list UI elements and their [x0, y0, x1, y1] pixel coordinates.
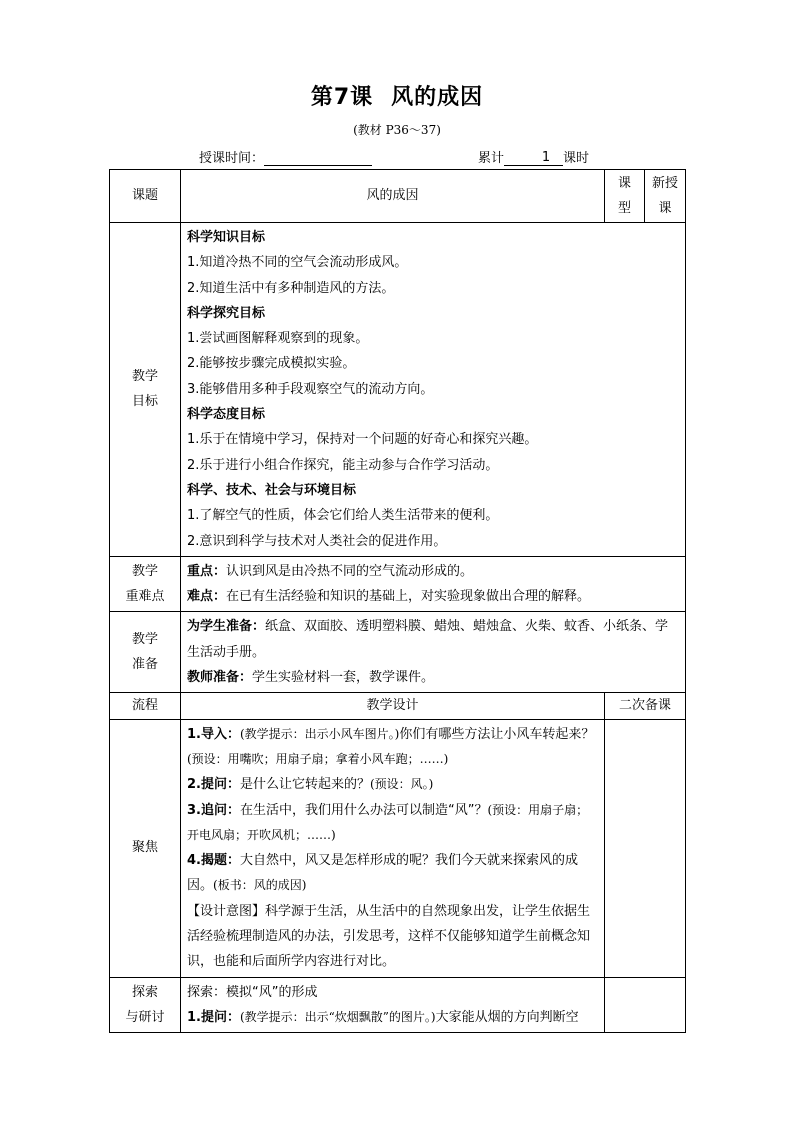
goal-heading: 科学态度目标: [187, 407, 266, 423]
goals-label: 教学 目标: [110, 223, 181, 557]
second-prep-header: 二次备课: [605, 693, 686, 719]
type-value: 新授 课: [645, 170, 686, 223]
preparation-label: 教学 准备: [110, 612, 181, 693]
goal-heading: 科学探究目标: [187, 305, 266, 321]
topic-value: 风的成因: [181, 170, 605, 223]
design-header: 教学设计: [181, 693, 605, 719]
page-title: 第7课 风的成因: [310, 85, 484, 110]
key-point: 重点：认识到风是由冷热不同的空气流动形成的。: [187, 563, 474, 579]
row-goals: [110, 223, 686, 557]
goal-item: 1.了解空气的性质，体会它们给人类生活带来的便利。: [187, 508, 499, 524]
period-count-blank-1: [504, 165, 529, 166]
goal-item: 2.能够按步骤完成模拟实验。: [187, 356, 356, 372]
row-preparation: [110, 612, 686, 693]
type-label: 课 型: [605, 170, 645, 223]
goal-item: 1.乐于在情境中学习，保持对一个问题的好奇心和探究兴趣。: [187, 432, 538, 448]
focus-second-prep: [605, 719, 686, 977]
focus-content: [181, 719, 605, 977]
goal-heading: 科学、技术、社会与环境目标: [187, 482, 357, 498]
row-topic: [110, 170, 686, 223]
goals-content: [181, 223, 686, 557]
student-preparation: 为学生准备：纸盒、双面胶、透明塑料膜、蜡烛、蜡烛盒、火柴、蚊香、小纸条、学生活动手册。: [187, 619, 669, 660]
goal-item: 2.乐于进行小组合作探究，能主动参与合作学习活动。: [187, 457, 499, 473]
focus-step: 1.导入：(教学提示：出示小风车图片。)你们有哪些方法让小风车转起来？(预设：用嘴吹；用扇子扇；拿着小风车跑；……): [187, 726, 595, 766]
explore-label: 探索 与研讨: [110, 977, 181, 1033]
row-focus: [110, 719, 686, 977]
difficult-point: 难点：在已有生活经验和知识的基础上，对实验现象做出合理的解释。: [187, 589, 591, 605]
lesson-plan-table: [109, 169, 686, 1033]
focus-step: 3.追问：在生活中，我们用什么办法可以制造“风”？(预设：用扇子扇；开电风扇；开吹风机；……): [187, 802, 589, 842]
goal-heading: 科学知识目标: [187, 230, 266, 245]
class-time: 授课时间：: [199, 147, 372, 166]
focus-step: 4.揭题：大自然中，风又是怎样形成的呢？我们今天就来探索风的成因。(板书：风的成因): [187, 853, 578, 894]
design-intent: 【设计意图】科学源于生活，从生活中的自然现象出发，让学生依据生活经验梳理制造风的办法，引发思考，这样不仅能够知道学生前概念知识，也能和后面所学内容进行对比。: [187, 903, 591, 970]
row-flow-header: [110, 693, 686, 719]
row-explore: [110, 977, 686, 1033]
textbook-pages: (教材 P36～37): [353, 123, 441, 137]
explore-step: 1.提问：(教学提示：出示“炊烟飘散”的图片。)大家能从烟的方向判断空: [187, 1009, 579, 1025]
focus-label: 聚焦: [110, 719, 181, 977]
row-key-points: [110, 556, 686, 612]
class-time-blank: [264, 152, 372, 166]
key-points-label: 教学 重难点: [110, 556, 181, 612]
explore-title: 探索：模拟“风”的形成: [187, 984, 318, 1000]
topic-label: 课题: [110, 170, 181, 223]
goal-item: 1.知道冷热不同的空气会流动形成风。: [187, 255, 408, 271]
teacher-preparation: 教师准备：学生实验材料一套，教学课件。: [187, 670, 435, 686]
goal-item: 1.尝试画图解释观察到的现象。: [187, 331, 369, 347]
goal-item: 3.能够借用多种手段观察空气的流动方向。: [187, 381, 434, 397]
preparation-content: [181, 612, 686, 693]
goal-item: 2.知道生活中有多种制造风的方法。: [187, 280, 395, 296]
period-count: 累计 1 课时: [478, 150, 590, 166]
goal-item: 2.意识到科学与技术对人类社会的促进作用。: [187, 533, 447, 549]
focus-step: 2.提问：是什么让它转起来的？(预设：风。): [187, 777, 434, 793]
flow-label: 流程: [110, 693, 181, 719]
key-points-content: [181, 556, 686, 612]
explore-content: [181, 977, 605, 1033]
explore-second-prep: [605, 977, 686, 1033]
period-count-value: 1: [529, 150, 563, 166]
